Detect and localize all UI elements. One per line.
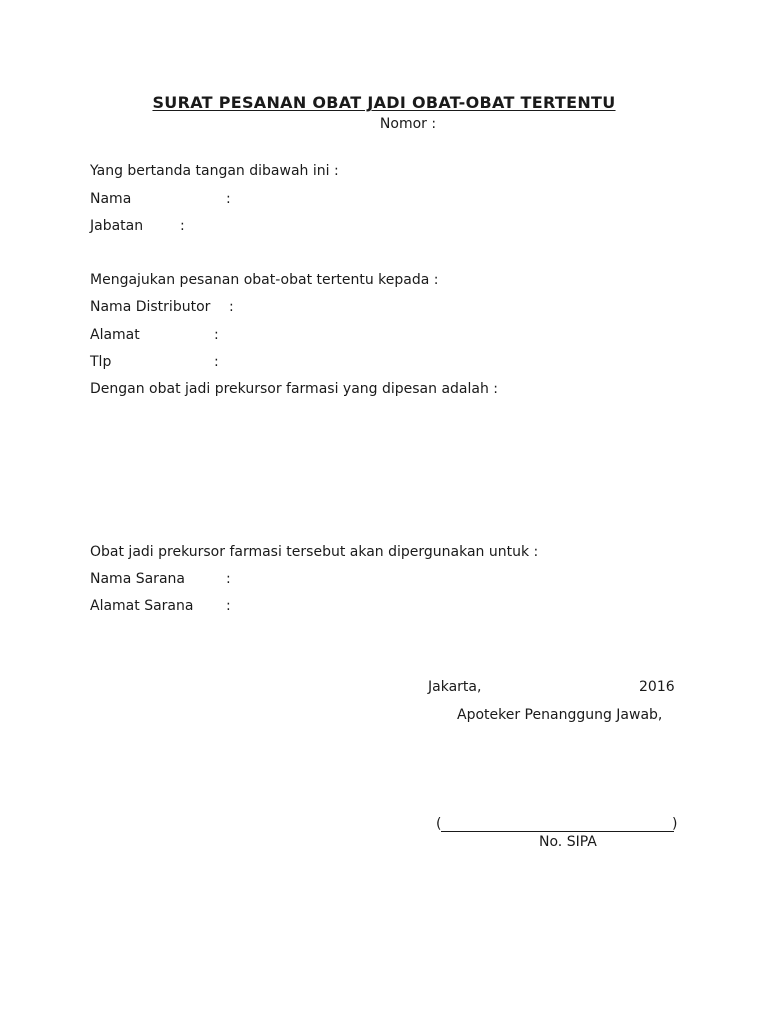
signature-year: 2016 <box>639 679 675 695</box>
signature-open-paren: ( <box>436 816 442 832</box>
sarana-alamat-colon: : <box>226 598 231 614</box>
intro-text: Yang bertanda tangan dibawah ini : <box>90 163 339 179</box>
distributor-alamat-label: Alamat <box>90 327 140 343</box>
distributor-tlp-label: Tlp <box>90 354 112 370</box>
signer-nama-colon: : <box>226 191 231 207</box>
signature-close-paren: ) <box>672 816 678 832</box>
distributor-nama-colon: : <box>229 299 234 315</box>
request-intro-text: Mengajukan pesanan obat-obat tertentu kepada : <box>90 272 439 288</box>
sarana-nama-label: Nama Sarana <box>90 571 185 587</box>
usage-intro-text: Obat jadi prekursor farmasi tersebut akan dipergunakan untuk : <box>90 544 539 560</box>
signer-jabatan-label: Jabatan <box>90 218 144 234</box>
distributor-nama-label: Nama Distributor <box>90 299 211 315</box>
document-title <box>0 93 768 113</box>
nomor-label: Nomor : <box>379 116 437 132</box>
signature-city: Jakarta, <box>428 679 482 695</box>
sarana-alamat-label: Alamat Sarana <box>90 598 194 614</box>
order-intro-text: Dengan obat jadi prekursor farmasi yang dipesan adalah : <box>90 381 499 397</box>
signature-role: Apoteker Penanggung Jawab, <box>457 707 663 723</box>
distributor-tlp-colon: : <box>214 354 219 370</box>
distributor-alamat-colon: : <box>214 327 219 343</box>
sarana-nama-colon: : <box>226 571 231 587</box>
signature-line <box>441 831 674 832</box>
signer-nama-label: Nama <box>90 191 132 207</box>
signer-jabatan-colon: : <box>180 218 185 234</box>
document-title-text: SURAT PESANAN OBAT JADI OBAT-OBAT TERTENTU <box>152 93 616 112</box>
signature-sipa-label: No. SIPA <box>539 834 597 850</box>
